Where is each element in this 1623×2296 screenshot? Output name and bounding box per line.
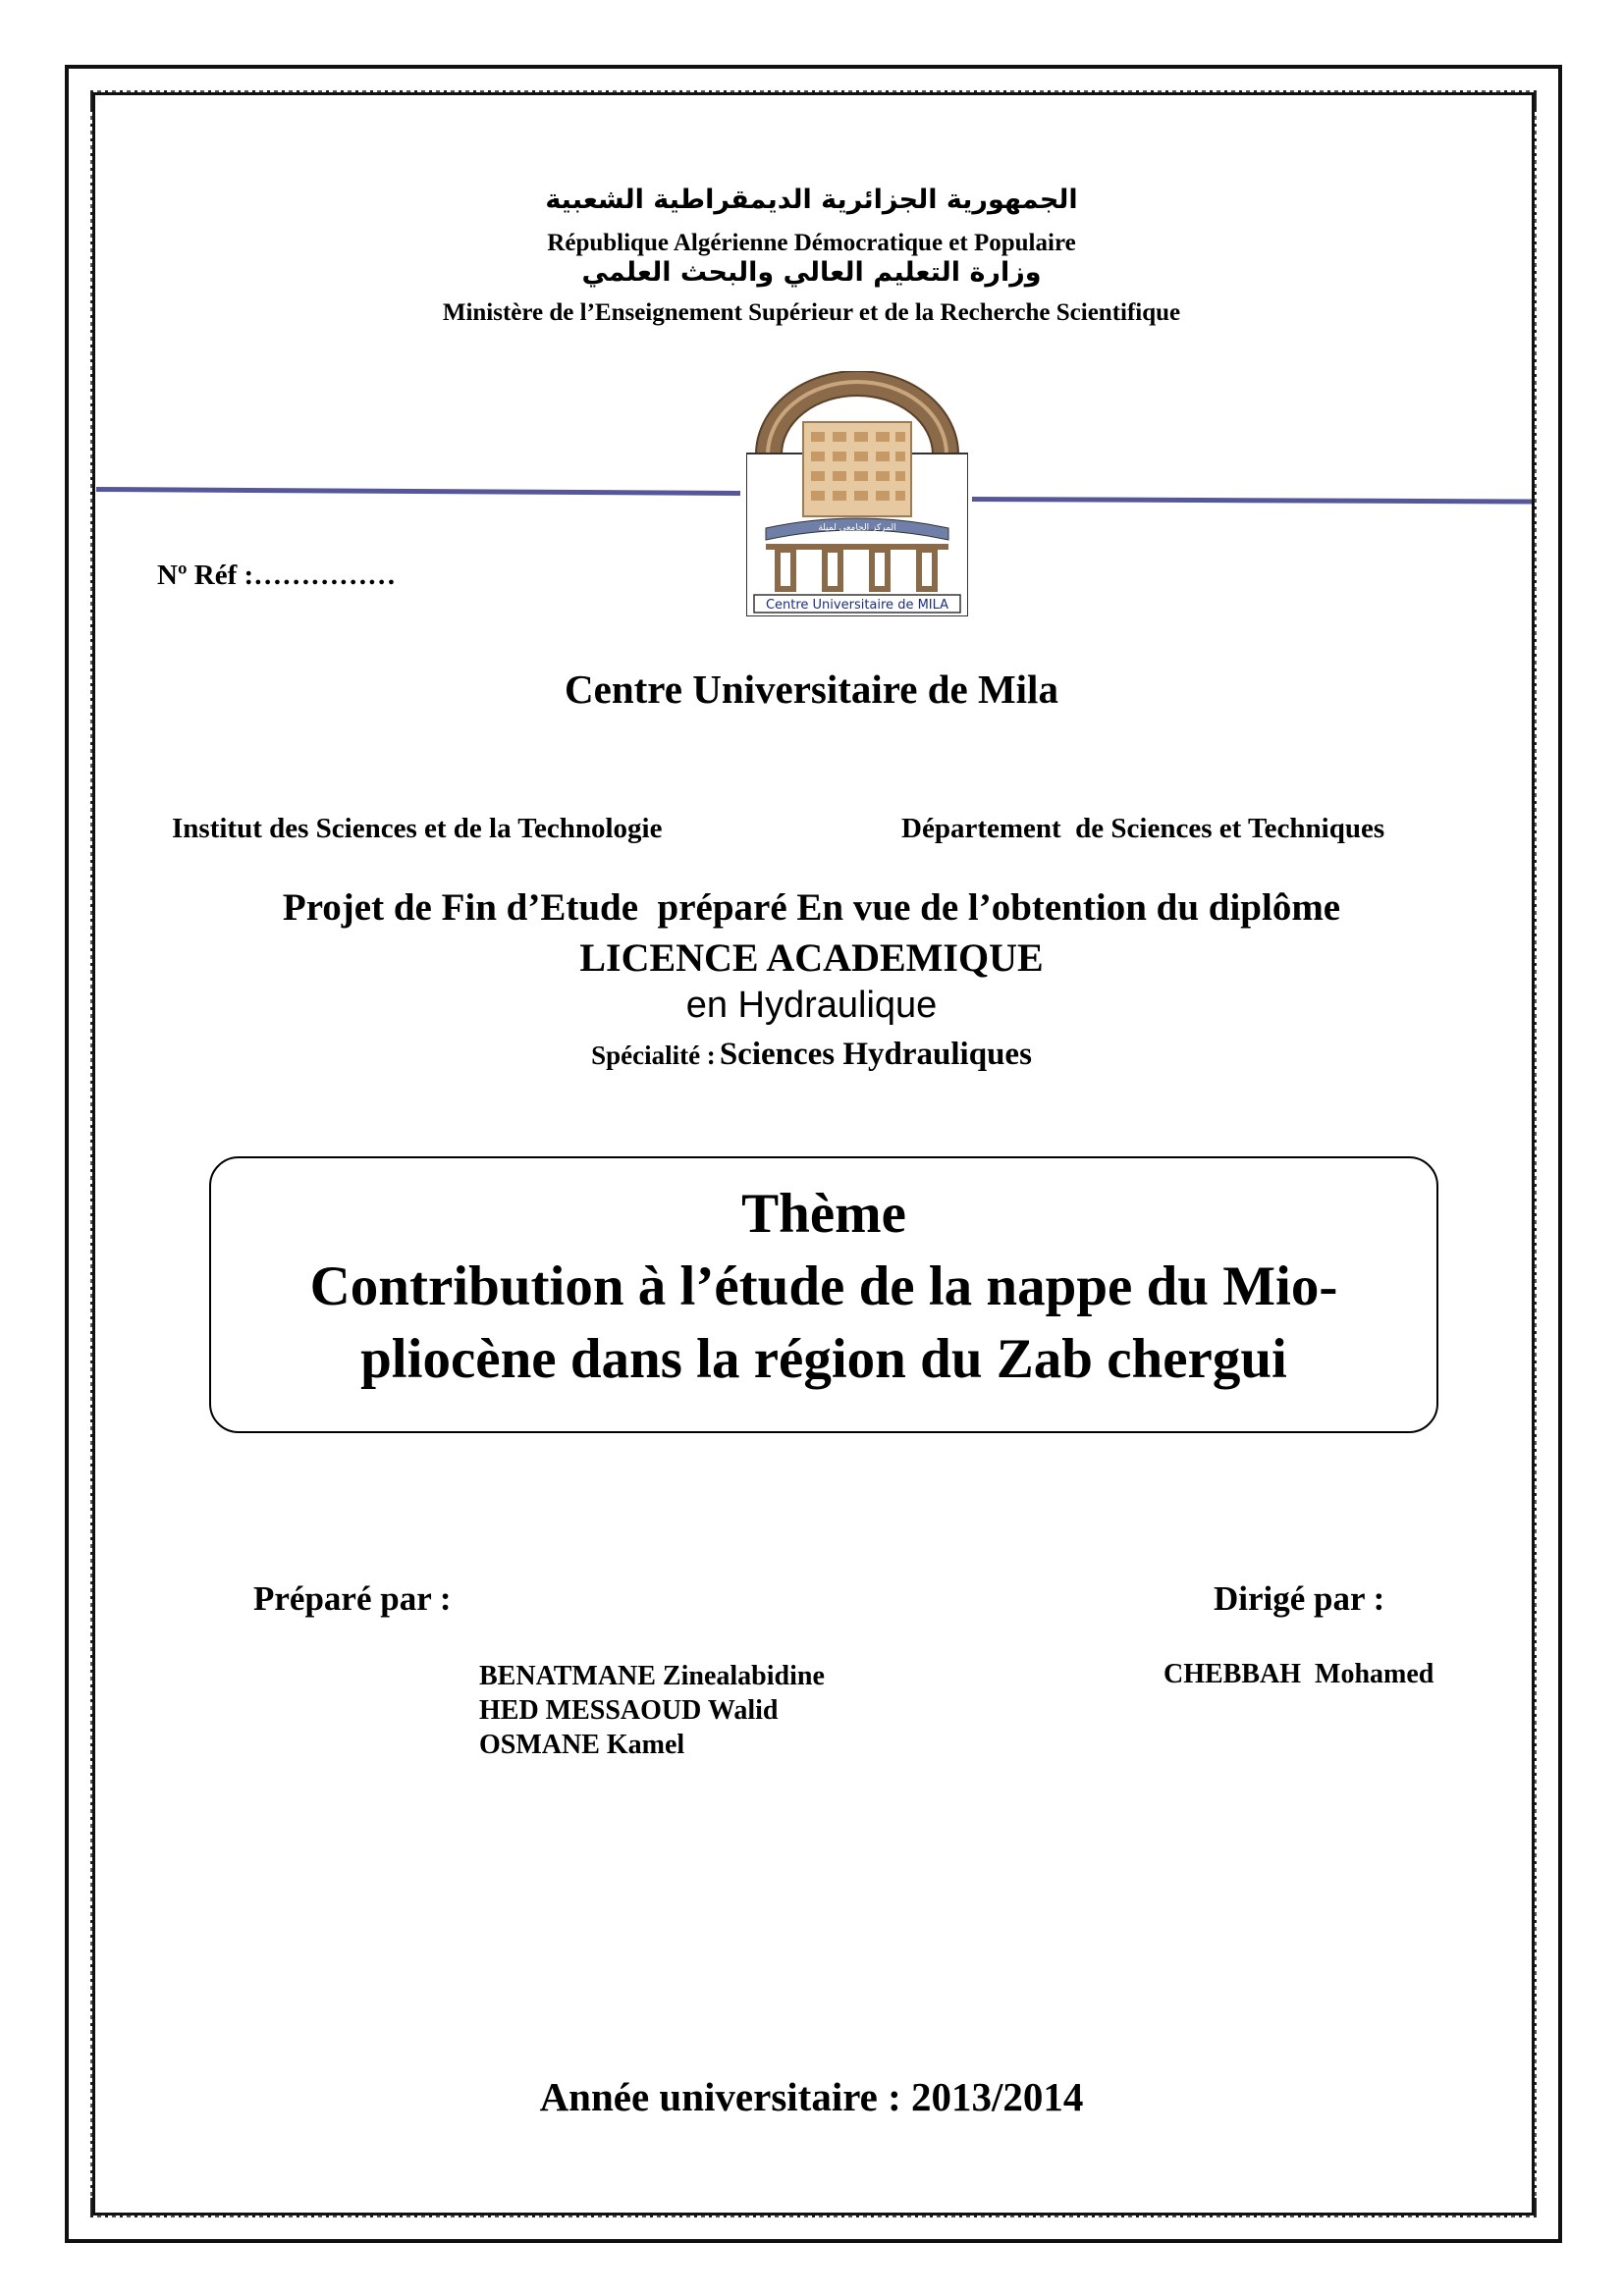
theme-box <box>209 1156 1438 1433</box>
student-name: OSMANE Kamel <box>479 1730 685 1760</box>
diploma-field: en Hydraulique <box>685 985 938 1026</box>
logo-caption: Centre Universitaire de MILA <box>765 598 949 613</box>
logo-arabic-text: المركز الجامعي لميلة <box>818 523 896 533</box>
directed-by-label: Dirigé par : <box>1214 1579 1385 1618</box>
header-arabic-ministry: وزارة التعليم العالي والبحث العلمي <box>581 257 1042 288</box>
institute-name: Institut des Sciences et de la Technologie <box>172 813 663 844</box>
theme-title-line2: pliocène dans la région du Zab chergui <box>360 1328 1287 1390</box>
university-logo <box>746 371 968 616</box>
theme-title-line1: Contribution à l’étude de la nappe du Mio- <box>309 1255 1338 1317</box>
supervisor-name: CHEBBAH Mohamed <box>1163 1659 1434 1689</box>
specialty-label: Spécialité : <box>591 1041 716 1070</box>
academic-year: Année universitaire : 2013/2014 <box>539 2074 1084 2119</box>
specialty-line <box>0 1037 1623 1073</box>
header-republic: République Algérienne Démocratique et Populaire <box>547 230 1076 256</box>
project-description: Projet de Fin d’Etude préparé En vue de l’obtention du diplôme <box>282 886 1341 929</box>
header-ministry: Ministère de l’Enseignement Supérieur et de la Recherche Scientifique <box>442 299 1181 326</box>
specialty-value: Sciences Hydrauliques <box>719 1037 1032 1072</box>
student-name: HED MESSAOUD Walid <box>479 1695 779 1726</box>
student-name: BENATMANE Zinealabidine <box>479 1661 825 1691</box>
reference-number: Nº Réf :…………… <box>157 560 397 591</box>
student-list <box>479 1659 825 1762</box>
diploma-name: LICENCE ACADEMIQUE <box>579 935 1044 980</box>
department-name: Département de Sciences et Techniques <box>901 813 1385 844</box>
header-arabic-republic: الجمهورية الجزائرية الديمقراطية الشعبية <box>545 185 1078 215</box>
prepared-by-label: Préparé par : <box>253 1579 452 1618</box>
university-name: Centre Universitaire de Mila <box>565 667 1058 712</box>
theme-label: Thème <box>741 1183 906 1245</box>
